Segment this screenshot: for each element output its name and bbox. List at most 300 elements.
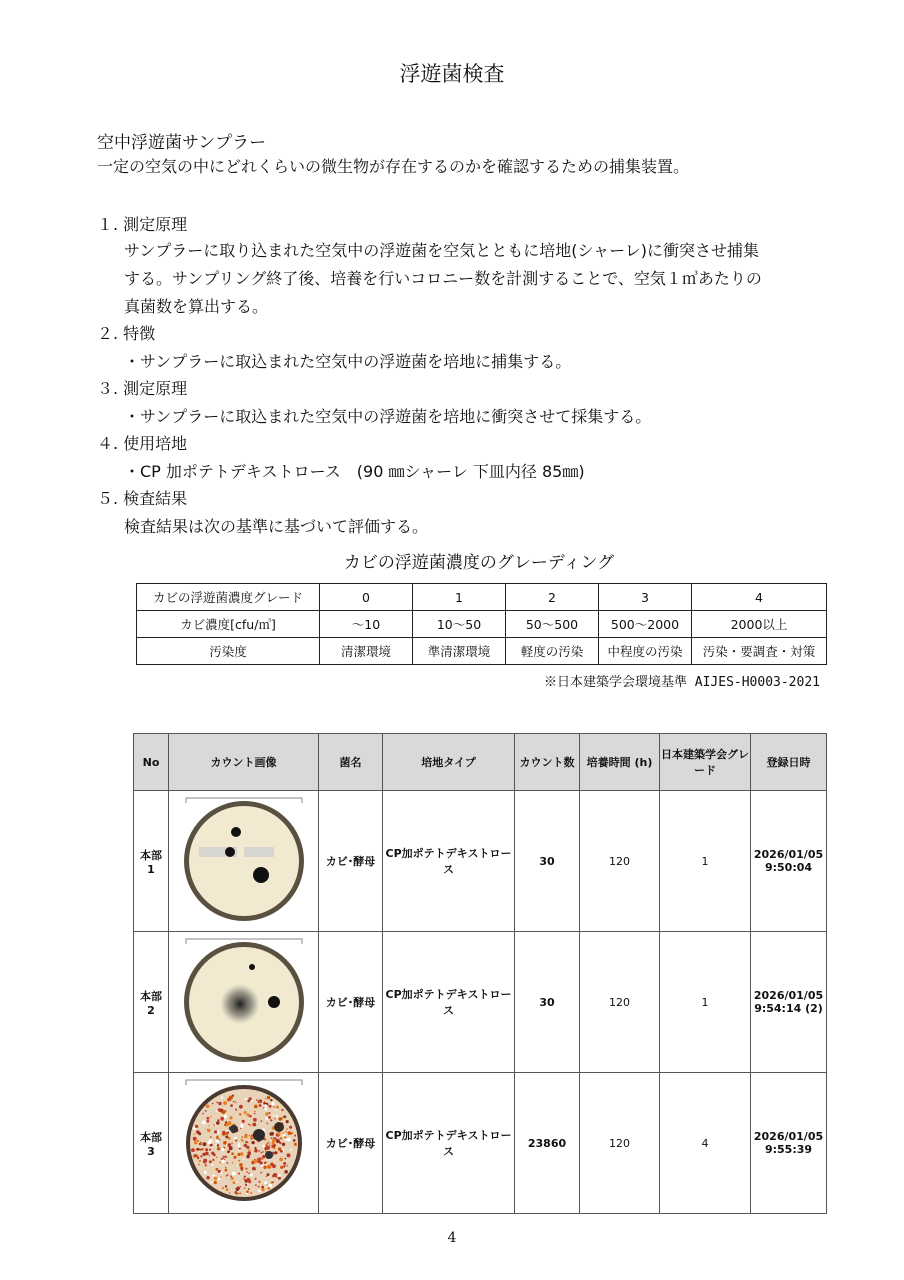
colony-speck bbox=[191, 1148, 195, 1152]
colony-speck bbox=[238, 1172, 240, 1174]
colony-speck bbox=[243, 1175, 245, 1177]
colony-speck bbox=[263, 1161, 265, 1163]
colony-speck bbox=[227, 1151, 229, 1153]
colony-speck bbox=[210, 1181, 212, 1183]
row-medium: CP加ポテトデキストロース bbox=[383, 791, 515, 932]
colony-speck bbox=[194, 1154, 197, 1157]
colony-speck bbox=[195, 1124, 198, 1127]
row-medium: CP加ポテトデキストロース bbox=[383, 1073, 515, 1214]
section-1-line: 真菌数を算出する。 bbox=[124, 297, 269, 316]
colony-speck bbox=[270, 1131, 273, 1134]
colony-speck bbox=[261, 1187, 264, 1190]
colony-speck bbox=[211, 1163, 213, 1165]
colony-speck bbox=[237, 1152, 240, 1155]
colony-speck bbox=[270, 1137, 272, 1139]
colony-speck bbox=[243, 1111, 246, 1114]
colony-speck bbox=[265, 1112, 268, 1115]
colony-speck bbox=[208, 1125, 209, 1126]
grading-cell: 中程度の汚染 bbox=[599, 638, 692, 665]
colony-speck bbox=[215, 1110, 217, 1112]
colony-speck bbox=[207, 1155, 208, 1156]
colony-speck bbox=[285, 1120, 288, 1123]
colony-speck bbox=[238, 1159, 240, 1161]
colony-speck bbox=[196, 1131, 198, 1133]
colony-speck bbox=[254, 1110, 255, 1111]
colony-speck bbox=[225, 1122, 228, 1125]
colony-speck bbox=[267, 1187, 269, 1189]
colony-speck bbox=[275, 1105, 278, 1108]
colony-speck bbox=[226, 1162, 228, 1164]
section-2-heading: ２. 特徴 bbox=[97, 324, 156, 343]
colony-speck bbox=[278, 1117, 281, 1120]
colony-speck bbox=[284, 1136, 287, 1139]
colony-speck bbox=[216, 1136, 219, 1139]
colony-speck bbox=[240, 1127, 241, 1128]
colony-speck bbox=[244, 1187, 245, 1188]
colony-speck bbox=[235, 1187, 238, 1190]
colony-speck bbox=[235, 1192, 237, 1194]
colony-speck bbox=[244, 1135, 247, 1138]
row-count: 30 bbox=[515, 791, 580, 932]
header-no: No bbox=[134, 734, 169, 791]
grading-cell: 3 bbox=[599, 584, 692, 611]
row-hours: 120 bbox=[580, 791, 660, 932]
colony-speck bbox=[202, 1112, 204, 1114]
colony-speck bbox=[246, 1171, 248, 1173]
colony-speck bbox=[241, 1169, 243, 1171]
row-hours: 120 bbox=[580, 932, 660, 1073]
colony-speck bbox=[265, 1144, 268, 1147]
colony-speck bbox=[215, 1167, 218, 1170]
colony-speck bbox=[286, 1137, 290, 1141]
colony-speck bbox=[200, 1142, 202, 1144]
colony-speck bbox=[253, 1117, 257, 1121]
colony-speck bbox=[241, 1119, 244, 1122]
colony-speck bbox=[255, 1184, 257, 1186]
colony-speck bbox=[246, 1192, 248, 1194]
colony-speck bbox=[198, 1132, 201, 1135]
colony-speck bbox=[267, 1141, 269, 1143]
colony-speck bbox=[276, 1139, 280, 1143]
row-organism: カビ･酵母 bbox=[319, 791, 383, 932]
colony-speck bbox=[226, 1132, 228, 1134]
colony-speck bbox=[232, 1181, 235, 1184]
colony-speck bbox=[222, 1187, 224, 1189]
colony-speck bbox=[282, 1133, 285, 1136]
colony-speck bbox=[216, 1156, 218, 1158]
colony-speck bbox=[261, 1158, 263, 1160]
colony-speck bbox=[213, 1176, 216, 1179]
grading-cell: 1 bbox=[413, 584, 506, 611]
page-title: 浮遊菌検査 bbox=[399, 62, 505, 86]
colony-speck bbox=[270, 1119, 272, 1121]
colony-speck bbox=[266, 1122, 268, 1124]
colony-speck bbox=[202, 1120, 206, 1124]
colony-speck bbox=[253, 1159, 257, 1163]
colony-speck bbox=[268, 1183, 272, 1187]
results-header-row bbox=[134, 734, 827, 791]
colony-speck bbox=[223, 1101, 227, 1105]
colony-speck bbox=[203, 1170, 206, 1173]
colony-speck bbox=[204, 1164, 206, 1166]
colony-speck bbox=[238, 1193, 239, 1194]
colony-speck bbox=[251, 1099, 253, 1101]
colony-speck bbox=[225, 1188, 228, 1191]
colony-speck bbox=[199, 1148, 201, 1150]
colony-speck bbox=[211, 1151, 214, 1154]
colony-speck bbox=[197, 1147, 199, 1149]
colony-speck bbox=[263, 1107, 264, 1108]
colony-speck bbox=[205, 1104, 209, 1108]
grading-cell: 汚染度 bbox=[137, 638, 320, 665]
colony-speck bbox=[268, 1112, 270, 1114]
colony-speck bbox=[202, 1142, 206, 1146]
colony-speck bbox=[283, 1115, 286, 1118]
colony-speck bbox=[230, 1176, 233, 1179]
colony-speck bbox=[268, 1104, 271, 1107]
colony-speck bbox=[220, 1096, 222, 1098]
grading-note: ※日本建築学会環境基準 AIJES-H0003-2021 bbox=[543, 675, 820, 690]
row-no: 本部 1 bbox=[134, 791, 169, 932]
colony-speck bbox=[214, 1130, 217, 1133]
section-1-line: サンプラーに取り込まれた空気中の浮遊菌を空気とともに培地(シャーレ)に衝突させ捕集 bbox=[124, 241, 760, 260]
colony-speck bbox=[283, 1165, 285, 1167]
colony-speck bbox=[255, 1100, 256, 1101]
colony-speck bbox=[264, 1181, 267, 1184]
colony-speck bbox=[229, 1192, 230, 1193]
colony-speck bbox=[218, 1139, 219, 1140]
colony-speck bbox=[272, 1164, 276, 1168]
colony-speck bbox=[246, 1145, 249, 1148]
colony-speck bbox=[224, 1168, 227, 1171]
colony-speck bbox=[250, 1191, 252, 1193]
colony-speck bbox=[246, 1177, 250, 1181]
grading-cell: 50～500 bbox=[506, 611, 599, 638]
header-medium: 培地タイプ bbox=[383, 734, 515, 791]
colony-speck bbox=[221, 1159, 225, 1163]
colony-speck bbox=[198, 1163, 200, 1165]
colony-speck bbox=[243, 1178, 244, 1179]
colony-speck bbox=[272, 1137, 273, 1138]
colony-speck bbox=[202, 1152, 205, 1155]
colony-speck bbox=[227, 1174, 229, 1176]
colony-speck bbox=[212, 1174, 214, 1176]
colony-speck bbox=[257, 1185, 259, 1187]
colony-speck bbox=[203, 1160, 206, 1163]
colony-speck bbox=[224, 1185, 226, 1187]
intro-text: 一定の空気の中にどれくらいの微生物が存在するのかを確認するための捕集装置。 bbox=[97, 157, 690, 176]
colony-speck bbox=[254, 1177, 256, 1179]
grading-cell: 10～50 bbox=[413, 611, 506, 638]
colony-speck bbox=[274, 1118, 275, 1119]
colony-speck bbox=[207, 1128, 210, 1131]
colony-speck bbox=[230, 1104, 233, 1107]
colony-speck bbox=[272, 1181, 274, 1183]
colony-speck bbox=[218, 1101, 221, 1104]
count-image bbox=[169, 932, 319, 1073]
colony-speck bbox=[264, 1097, 266, 1099]
colony-speck bbox=[266, 1173, 269, 1176]
colony-speck bbox=[245, 1167, 247, 1169]
colony-speck bbox=[254, 1148, 258, 1152]
colony-speck bbox=[281, 1142, 284, 1145]
count-image bbox=[169, 791, 319, 932]
colony-speck bbox=[206, 1119, 209, 1122]
grading-cell: 準清潔環境 bbox=[413, 638, 506, 665]
colony-speck bbox=[218, 1177, 221, 1180]
colony-speck bbox=[216, 1144, 218, 1146]
colony-speck bbox=[209, 1161, 211, 1163]
colony-speck bbox=[272, 1174, 275, 1177]
colony-speck bbox=[217, 1119, 219, 1121]
colony-speck bbox=[284, 1170, 288, 1174]
colony-speck bbox=[232, 1162, 234, 1164]
petri-dish-image bbox=[174, 795, 314, 925]
grading-cell: 軽度の汚染 bbox=[506, 638, 599, 665]
colony-speck bbox=[237, 1144, 240, 1147]
colony-speck bbox=[217, 1169, 220, 1172]
table-row bbox=[134, 791, 827, 932]
colony-speck bbox=[232, 1100, 233, 1101]
colony-speck bbox=[225, 1167, 226, 1168]
colony-speck bbox=[282, 1116, 283, 1117]
row-no: 本部 3 bbox=[134, 1073, 169, 1214]
grading-cell: ～10 bbox=[320, 611, 413, 638]
colony-speck bbox=[236, 1165, 237, 1166]
colony-speck bbox=[214, 1133, 216, 1135]
colony-speck bbox=[239, 1186, 240, 1187]
colony-speck bbox=[215, 1139, 219, 1143]
colony-speck bbox=[265, 1175, 266, 1176]
colony-speck bbox=[260, 1151, 262, 1153]
colony-speck bbox=[294, 1134, 296, 1136]
colony-speck bbox=[266, 1118, 268, 1120]
colony-speck bbox=[242, 1158, 243, 1159]
colony-speck bbox=[253, 1112, 255, 1114]
table-row bbox=[134, 932, 827, 1073]
colony-speck bbox=[249, 1136, 251, 1138]
colony-speck bbox=[216, 1101, 218, 1103]
colony-speck bbox=[286, 1128, 287, 1129]
colony-speck bbox=[236, 1181, 238, 1183]
row-organism: カビ･酵母 bbox=[319, 932, 383, 1073]
colony-speck bbox=[210, 1116, 212, 1118]
colony-speck bbox=[235, 1108, 237, 1110]
grading-title: カビの浮遊菌濃度のグレーディング bbox=[343, 553, 615, 573]
colony-speck bbox=[212, 1102, 213, 1103]
colony-speck bbox=[196, 1156, 198, 1158]
grading-table bbox=[136, 583, 827, 665]
colony-speck bbox=[241, 1139, 244, 1142]
colony-speck bbox=[213, 1180, 216, 1183]
grading-cell: カビ濃度[cfu/㎥] bbox=[137, 611, 320, 638]
row-grade: 1 bbox=[660, 791, 751, 932]
colony-speck bbox=[238, 1147, 240, 1149]
colony-speck bbox=[279, 1157, 283, 1161]
colony-speck bbox=[248, 1149, 251, 1152]
colony-speck bbox=[239, 1192, 241, 1194]
colony-speck bbox=[234, 1136, 237, 1139]
colony-speck bbox=[262, 1155, 265, 1158]
header-image: カウント画像 bbox=[169, 734, 319, 791]
grading-cell: 2000以上 bbox=[692, 611, 827, 638]
grading-cell: 清潔環境 bbox=[320, 638, 413, 665]
colony-speck bbox=[268, 1144, 270, 1146]
colony-speck bbox=[223, 1114, 226, 1117]
colony-speck bbox=[287, 1131, 291, 1135]
colony-speck bbox=[244, 1183, 246, 1185]
colony-speck bbox=[241, 1136, 243, 1138]
colony-speck bbox=[200, 1155, 202, 1157]
section-4-heading: ４. 使用培地 bbox=[97, 434, 188, 453]
colony-speck bbox=[227, 1097, 231, 1101]
table-row bbox=[134, 1073, 827, 1214]
page-number: 4 bbox=[447, 1230, 457, 1246]
colony-speck bbox=[239, 1163, 243, 1167]
colony-speck bbox=[285, 1130, 287, 1132]
colony-speck bbox=[218, 1121, 219, 1122]
colony-speck bbox=[192, 1136, 196, 1140]
colony-speck bbox=[273, 1145, 275, 1147]
petri-dish-image bbox=[174, 1077, 314, 1207]
row-grade: 1 bbox=[660, 932, 751, 1073]
colony-speck bbox=[264, 1108, 267, 1111]
row-datetime: 2026/01/05 9:55:39 bbox=[751, 1073, 827, 1214]
colony-speck bbox=[283, 1162, 286, 1165]
header-hours: 培養時間 (h) bbox=[580, 734, 660, 791]
colony-speck bbox=[272, 1114, 274, 1116]
colony-speck bbox=[286, 1165, 287, 1166]
colony-speck bbox=[252, 1122, 256, 1126]
colony-speck bbox=[220, 1147, 224, 1151]
row-no: 本部 2 bbox=[134, 932, 169, 1073]
colony-speck bbox=[227, 1143, 231, 1147]
section-3-line: ・サンプラーに取込まれた空気中の浮遊菌を培地に衝突させて採集する。 bbox=[124, 407, 652, 426]
colony-speck bbox=[210, 1147, 211, 1148]
grading-cell: カビの浮遊菌濃度グレード bbox=[137, 584, 320, 611]
row-grade: 4 bbox=[660, 1073, 751, 1214]
colony-speck bbox=[246, 1190, 249, 1193]
colony-speck bbox=[254, 1104, 258, 1108]
colony-speck bbox=[257, 1100, 260, 1103]
colony-speck bbox=[239, 1104, 243, 1108]
colony-speck bbox=[280, 1165, 283, 1168]
intro-heading: 空中浮遊菌サンプラー bbox=[97, 133, 267, 153]
colony-speck bbox=[256, 1158, 258, 1160]
colony-speck bbox=[248, 1135, 249, 1136]
colony-speck bbox=[219, 1148, 221, 1150]
colony-speck bbox=[292, 1139, 295, 1142]
colony-speck bbox=[225, 1175, 226, 1176]
section-1-line: する。サンプリング終了後、培養を行いコロニー数を計測することで、空気１㎥あたりの bbox=[124, 269, 762, 288]
colony-speck bbox=[205, 1148, 208, 1151]
colony-speck bbox=[242, 1178, 243, 1179]
header-datetime: 登録日時 bbox=[751, 734, 827, 791]
grading-row-grade bbox=[137, 584, 827, 611]
colony-speck bbox=[208, 1155, 209, 1156]
colony-speck bbox=[254, 1147, 256, 1149]
row-hours: 120 bbox=[580, 1073, 660, 1214]
grading-cell: 500～2000 bbox=[599, 611, 692, 638]
colony-speck bbox=[204, 1110, 206, 1112]
section-5-line: 検査結果は次の基準に基づいて評価する。 bbox=[124, 517, 429, 536]
colony-speck bbox=[193, 1140, 197, 1144]
row-organism: カビ･酵母 bbox=[319, 1073, 383, 1214]
colony-speck bbox=[280, 1137, 282, 1139]
colony-speck bbox=[251, 1141, 254, 1144]
colony-speck bbox=[244, 1097, 246, 1099]
colony-speck bbox=[248, 1172, 250, 1174]
grading-cell: 2 bbox=[506, 584, 599, 611]
colony-speck bbox=[213, 1124, 214, 1125]
colony-speck bbox=[260, 1171, 262, 1173]
colony-speck bbox=[229, 1116, 232, 1119]
colony-speck bbox=[206, 1116, 209, 1119]
colony-speck bbox=[192, 1127, 195, 1130]
colony-speck bbox=[248, 1098, 250, 1100]
colony-speck bbox=[262, 1184, 263, 1185]
colony-speck bbox=[247, 1116, 248, 1117]
row-datetime: 2026/01/05 9:54:14 (2) bbox=[751, 932, 827, 1073]
colony-speck bbox=[246, 1113, 249, 1116]
colony-speck bbox=[193, 1133, 194, 1134]
colony-speck bbox=[219, 1161, 221, 1163]
colony-speck bbox=[271, 1141, 274, 1144]
header-organism: 菌名 bbox=[319, 734, 383, 791]
colony-speck bbox=[278, 1138, 279, 1139]
section-1-heading: １. 測定原理 bbox=[97, 215, 188, 234]
colony-speck bbox=[231, 1148, 232, 1149]
colony-speck bbox=[233, 1155, 236, 1158]
colony-speck bbox=[217, 1108, 221, 1112]
colony-speck bbox=[201, 1147, 204, 1150]
colony-speck bbox=[220, 1116, 224, 1120]
colony-speck bbox=[257, 1189, 260, 1192]
colony-speck bbox=[223, 1110, 226, 1113]
section-4-line: ・CP 加ポテトデキストロース (90 ㎜シャーレ 下皿内径 85㎜) bbox=[124, 462, 585, 481]
colony-speck bbox=[235, 1140, 237, 1142]
row-medium: CP加ポテトデキストロース bbox=[383, 932, 515, 1073]
colony-speck bbox=[290, 1133, 291, 1134]
colony-speck bbox=[249, 1124, 251, 1126]
colony-speck bbox=[222, 1130, 225, 1133]
colony-speck bbox=[214, 1124, 216, 1126]
grading-cell: 4 bbox=[692, 584, 827, 611]
colony-speck bbox=[197, 1140, 199, 1142]
colony-speck bbox=[256, 1099, 257, 1100]
colony-speck bbox=[289, 1148, 291, 1150]
colony-speck bbox=[210, 1143, 212, 1145]
colony-speck bbox=[279, 1149, 282, 1152]
grading-row-contamination bbox=[137, 638, 827, 665]
grading-row-concentration bbox=[137, 611, 827, 638]
colony-speck bbox=[277, 1176, 280, 1179]
colony-speck bbox=[240, 1124, 243, 1127]
section-3-heading: ３. 測定原理 bbox=[97, 379, 188, 398]
colony-speck bbox=[258, 1104, 261, 1107]
colony-speck bbox=[222, 1155, 224, 1157]
colony-speck bbox=[286, 1153, 290, 1157]
colony-speck bbox=[275, 1114, 277, 1116]
colony-speck bbox=[246, 1154, 250, 1158]
colony-speck bbox=[210, 1136, 212, 1138]
colony-speck bbox=[238, 1092, 239, 1093]
colony-speck bbox=[225, 1135, 228, 1138]
header-count: カウント数 bbox=[515, 734, 580, 791]
colony-speck bbox=[234, 1101, 236, 1103]
row-datetime: 2026/01/05 9:50:04 bbox=[751, 791, 827, 932]
colony-speck bbox=[212, 1158, 214, 1160]
